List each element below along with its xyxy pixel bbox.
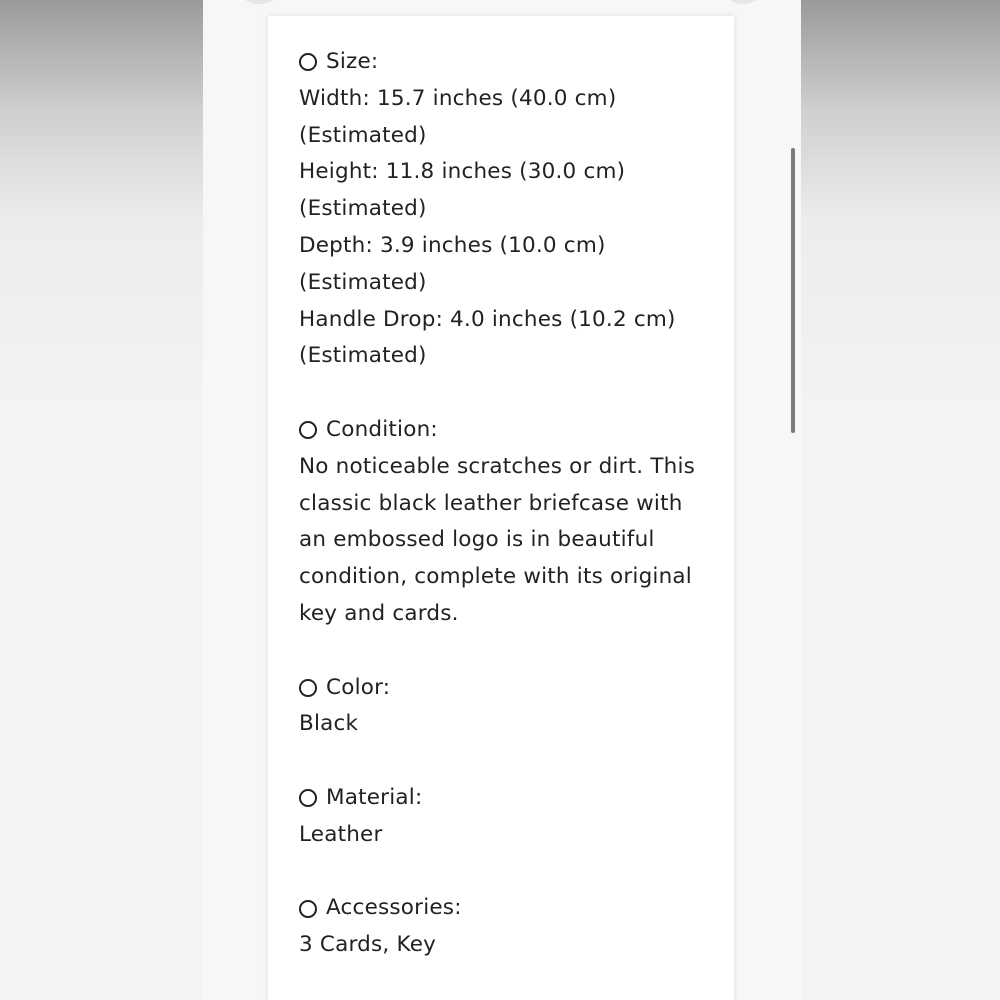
scrollbar[interactable] xyxy=(791,148,795,433)
background-right xyxy=(801,0,1000,1000)
size-label: Size: xyxy=(326,49,379,74)
listing-description xyxy=(299,44,719,1000)
condition-text-line: condition, complete with its original xyxy=(299,564,692,590)
circle-outline-icon xyxy=(299,900,317,918)
size-handle-drop-estimated: (Estimated) xyxy=(299,343,427,369)
size-width-line: Width: 15.7 inches (40.0 cm) xyxy=(299,85,617,111)
size-depth-line: Depth: 3.9 inches (10.0 cm) xyxy=(299,232,606,258)
color-section xyxy=(299,670,719,744)
condition-text-line: No noticeable scratches or dirt. This xyxy=(299,453,696,479)
circle-outline-icon xyxy=(299,421,317,439)
condition-section xyxy=(299,412,719,633)
circle-outline-icon xyxy=(299,679,317,697)
condition-text-line: an embossed logo is in beautiful xyxy=(299,527,655,553)
top-right-rounded-corner xyxy=(723,0,763,4)
size-depth-estimated: (Estimated) xyxy=(299,269,427,295)
color-value: Black xyxy=(299,711,359,737)
accessories-section xyxy=(299,890,719,964)
circle-outline-icon xyxy=(299,53,317,71)
material-label: Material: xyxy=(326,784,423,810)
size-section xyxy=(299,44,719,375)
material-heading xyxy=(299,780,719,817)
condition-text-line: classic black leather briefcase with xyxy=(299,490,683,516)
size-height-line: Height: 11.8 inches (30.0 cm) xyxy=(299,159,626,185)
material-value: Leather xyxy=(299,821,383,847)
top-left-rounded-corner xyxy=(239,0,279,4)
condition-heading xyxy=(299,412,719,449)
circle-outline-icon xyxy=(299,789,317,807)
material-section xyxy=(299,780,719,854)
color-label: Color: xyxy=(326,674,391,700)
accessories-heading xyxy=(299,890,719,927)
size-handle-drop-line: Handle Drop: 4.0 inches (10.2 cm) xyxy=(299,306,676,332)
accessories-value: 3 Cards, Key xyxy=(299,932,437,958)
size-heading xyxy=(299,44,719,81)
condition-text-line: key and cards. xyxy=(299,600,459,626)
color-heading xyxy=(299,670,719,707)
size-width-estimated: (Estimated) xyxy=(299,122,427,148)
accessories-label: Accessories: xyxy=(326,895,462,921)
size-height-estimated: (Estimated) xyxy=(299,196,427,222)
condition-label: Condition: xyxy=(326,416,438,442)
background-left xyxy=(0,0,203,1000)
